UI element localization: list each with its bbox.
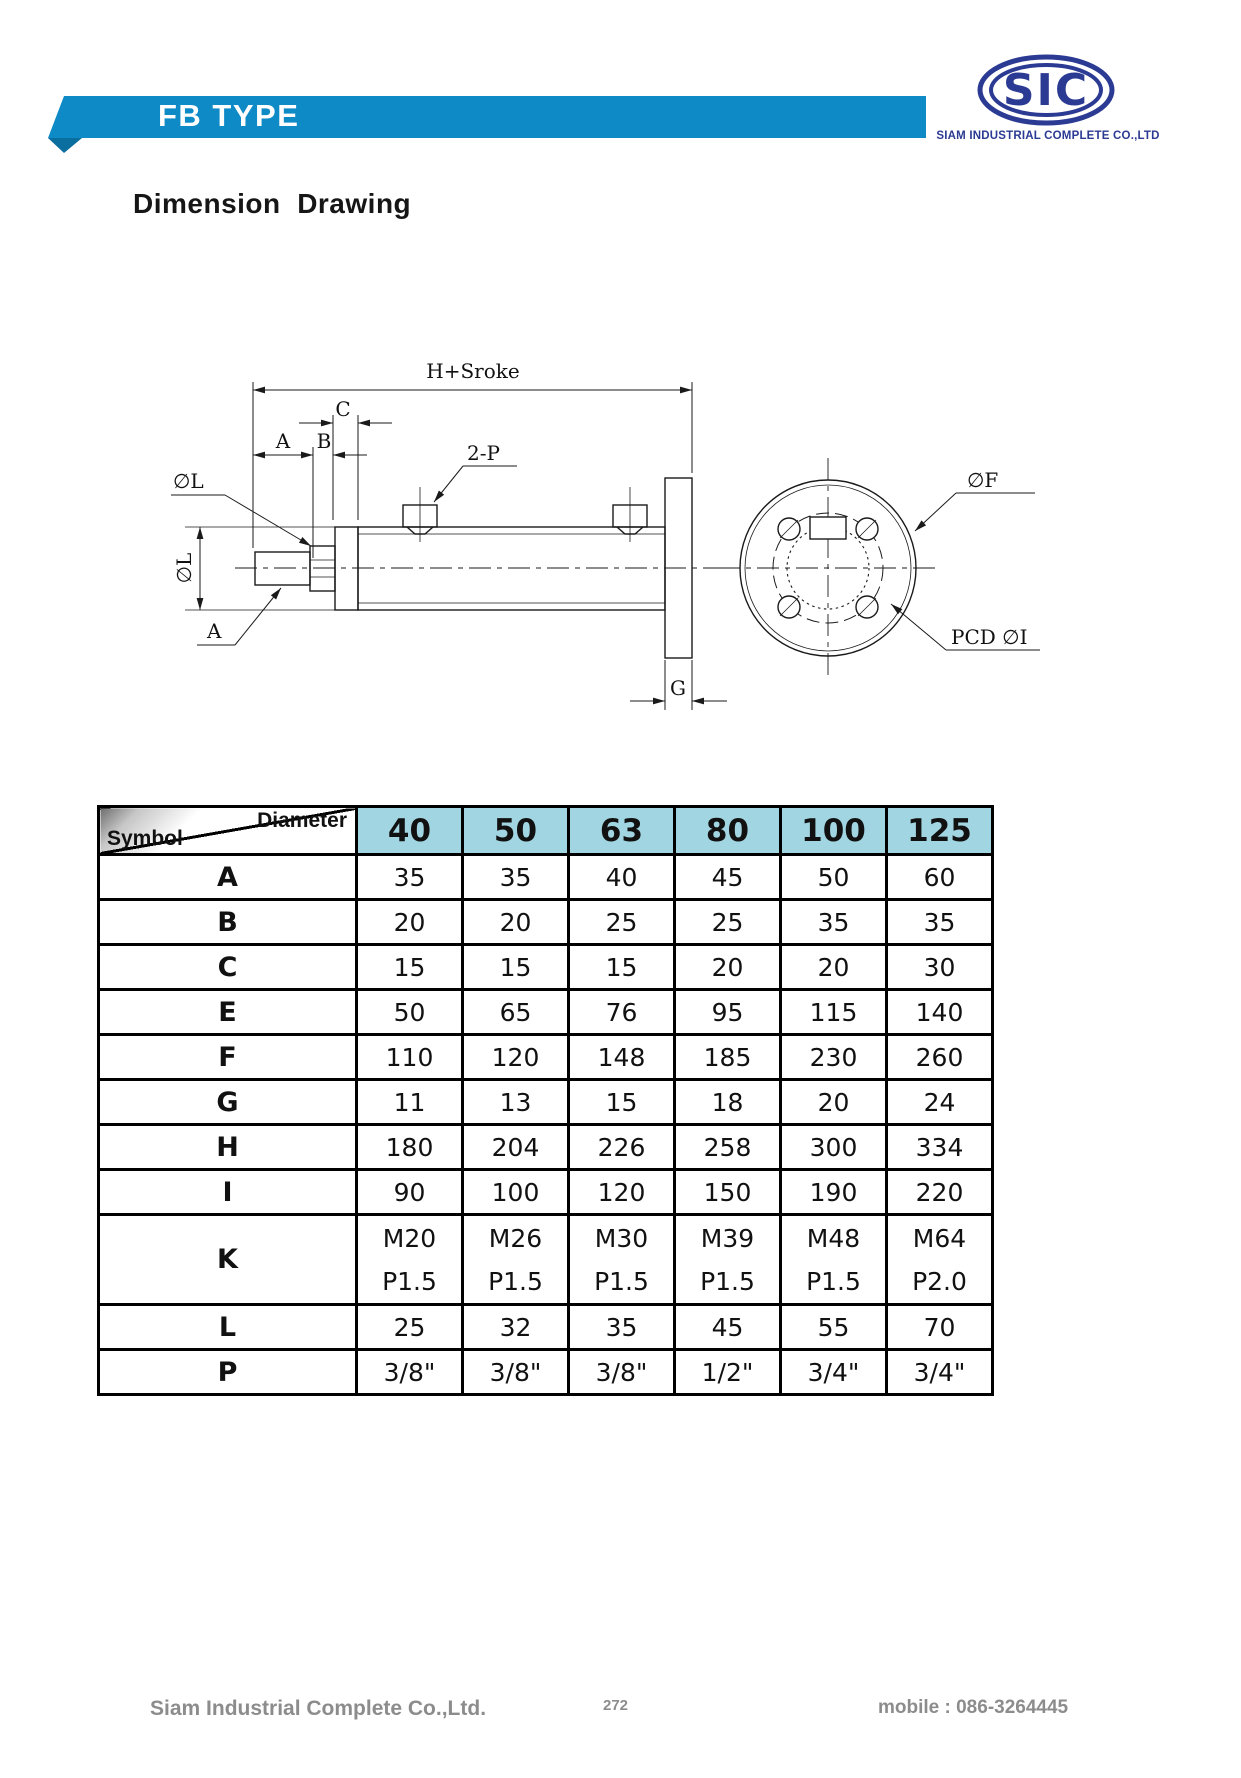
dimension-value-cell: 18 [675,1080,781,1125]
dimension-value-cell: 120 [463,1035,569,1080]
symbol-cell: P [99,1350,357,1395]
label-rod-diameter: ∅L [172,552,196,584]
dimension-value-cell: M48 P1.5 [781,1215,887,1305]
section-title: Dimension Drawing [133,188,412,219]
symbol-cell: H [99,1125,357,1170]
dimension-value-cell: 120 [569,1170,675,1215]
dimension-value-cell: 300 [781,1125,887,1170]
dimension-value-cell: 11 [357,1080,463,1125]
dimension-row [99,1125,993,1170]
dimension-value-cell: 60 [887,855,993,900]
dimension-value-cell: 35 [781,900,887,945]
dimension-value-cell: M64 P2.0 [887,1215,993,1305]
dimension-value-cell: 45 [675,1305,781,1350]
dimension-table-body [99,855,993,1395]
banner-fold [48,138,82,153]
label-flange-diameter: ∅F [967,468,999,492]
dimension-value-cell: 204 [463,1125,569,1170]
dimension-row [99,990,993,1035]
dimension-value-cell: 258 [675,1125,781,1170]
dimension-value-cell: 76 [569,990,675,1035]
diameter-column-header: 40 [357,807,463,855]
dimension-row [99,1305,993,1350]
dimension-value-cell: 15 [463,945,569,990]
dimension-value-cell: 25 [675,900,781,945]
label-dim-a: A [275,429,291,453]
diameter-header-row [99,807,993,855]
dimension-annotations [171,359,727,710]
dimension-value-cell: 190 [781,1170,887,1215]
symbol-cell: L [99,1305,357,1350]
cylinder-tube [358,527,665,610]
corner-cell [99,807,357,855]
dimension-value-cell: 20 [463,900,569,945]
dimension-value-cell: 220 [887,1170,993,1215]
diameter-column-header: 80 [675,807,781,855]
symbol-cell: F [99,1035,357,1080]
dimension-value-cell: 90 [357,1170,463,1215]
page-title: FB TYPE [158,98,300,133]
dimension-value-cell: M26 P1.5 [463,1215,569,1305]
dimension-row [99,1170,993,1215]
dimension-value-cell: 3/8" [569,1350,675,1395]
diameter-column-header: 50 [463,807,569,855]
dimension-value-cell: 100 [463,1170,569,1215]
label-rod-thread: ∅L [173,469,204,493]
dimension-value-cell: 25 [569,900,675,945]
footer-page-number: 272 [603,1697,629,1714]
dimension-value-cell: 3/4" [887,1350,993,1395]
dimension-value-cell: 25 [357,1305,463,1350]
dimension-row [99,1215,993,1305]
dimension-value-cell: 140 [887,990,993,1035]
company-logo [958,50,1138,128]
label-flange-thickness: G [670,676,686,700]
corner-symbol-label: Symbol [107,827,183,850]
head-cap [335,527,358,610]
dimension-value-cell: 15 [569,945,675,990]
dimension-value-cell: 40 [569,855,675,900]
footer-mobile: mobile : 086-3264445 [878,1697,1069,1718]
dimension-value-cell: 148 [569,1035,675,1080]
dimension-value-cell: 150 [675,1170,781,1215]
dimension-drawing [85,290,1145,720]
logo-subtitle: SIAM INDUSTRIAL COMPLETE CO.,LTD [936,130,1160,142]
dimension-value-cell: 15 [569,1080,675,1125]
dimension-value-cell: M39 P1.5 [675,1215,781,1305]
label-overall-length: H+Sroke [426,359,520,383]
dimension-value-cell: 35 [463,855,569,900]
dimension-value-cell: 260 [887,1035,993,1080]
dimension-value-cell: 20 [781,945,887,990]
dimension-value-cell: 334 [887,1125,993,1170]
symbol-cell: K [99,1215,357,1305]
label-pitch-circle: PCD ∅I [951,625,1028,649]
dimension-value-cell: 180 [357,1125,463,1170]
dimension-value-cell: 20 [781,1080,887,1125]
symbol-cell: B [99,900,357,945]
dimension-value-cell: 3/4" [781,1350,887,1395]
dimension-row [99,945,993,990]
symbol-cell: A [99,855,357,900]
logo-text: SIC [1002,65,1090,116]
dimension-value-cell: 1/2" [675,1350,781,1395]
dimension-value-cell: 20 [357,900,463,945]
label-dim-c: C [335,397,351,421]
dimension-value-cell: 3/8" [463,1350,569,1395]
dimension-row [99,855,993,900]
diameter-column-header: 100 [781,807,887,855]
dimension-value-cell: 230 [781,1035,887,1080]
dimension-value-cell: 70 [887,1305,993,1350]
dimension-value-cell: 185 [675,1035,781,1080]
dimension-value-cell: M30 P1.5 [569,1215,675,1305]
dimension-table [97,805,994,1396]
front-port [810,517,846,539]
dimension-value-cell: 50 [357,990,463,1035]
dimension-value-cell: 115 [781,990,887,1035]
dimension-value-cell: 226 [569,1125,675,1170]
symbol-cell: I [99,1170,357,1215]
dimension-value-cell: 65 [463,990,569,1035]
diameter-column-header: 63 [569,807,675,855]
dimension-value-cell: 13 [463,1080,569,1125]
dimension-value-cell: 30 [887,945,993,990]
symbol-cell: C [99,945,357,990]
dimension-value-cell: 3/8" [357,1350,463,1395]
side-view [235,478,725,658]
dimension-value-cell: 24 [887,1080,993,1125]
dimension-row [99,1080,993,1125]
dimension-value-cell: M20 P1.5 [357,1215,463,1305]
dimension-row [99,1350,993,1395]
dimension-value-cell: 35 [887,900,993,945]
dimension-row [99,900,993,945]
piston-rod [255,552,310,585]
footer-company: Siam Industrial Complete Co.,Ltd. [150,1697,487,1720]
front-view [718,458,1040,680]
dimension-value-cell: 50 [781,855,887,900]
label-rod-leader: A [207,619,222,643]
symbol-cell: G [99,1080,357,1125]
symbol-cell: E [99,990,357,1035]
dimension-value-cell: 110 [357,1035,463,1080]
corner-diameter-label: Diameter [257,809,347,832]
label-dim-b: B [316,429,332,453]
dimension-value-cell: 20 [675,945,781,990]
label-ports: 2-P [467,441,500,465]
dimension-value-cell: 95 [675,990,781,1035]
dimension-value-cell: 55 [781,1305,887,1350]
dimension-value-cell: 35 [357,855,463,900]
dimension-value-cell: 15 [357,945,463,990]
diameter-column-header: 125 [887,807,993,855]
dimension-row [99,1035,993,1080]
dimension-value-cell: 32 [463,1305,569,1350]
rod-nut [310,546,335,591]
dimension-value-cell: 45 [675,855,781,900]
dimension-value-cell: 35 [569,1305,675,1350]
